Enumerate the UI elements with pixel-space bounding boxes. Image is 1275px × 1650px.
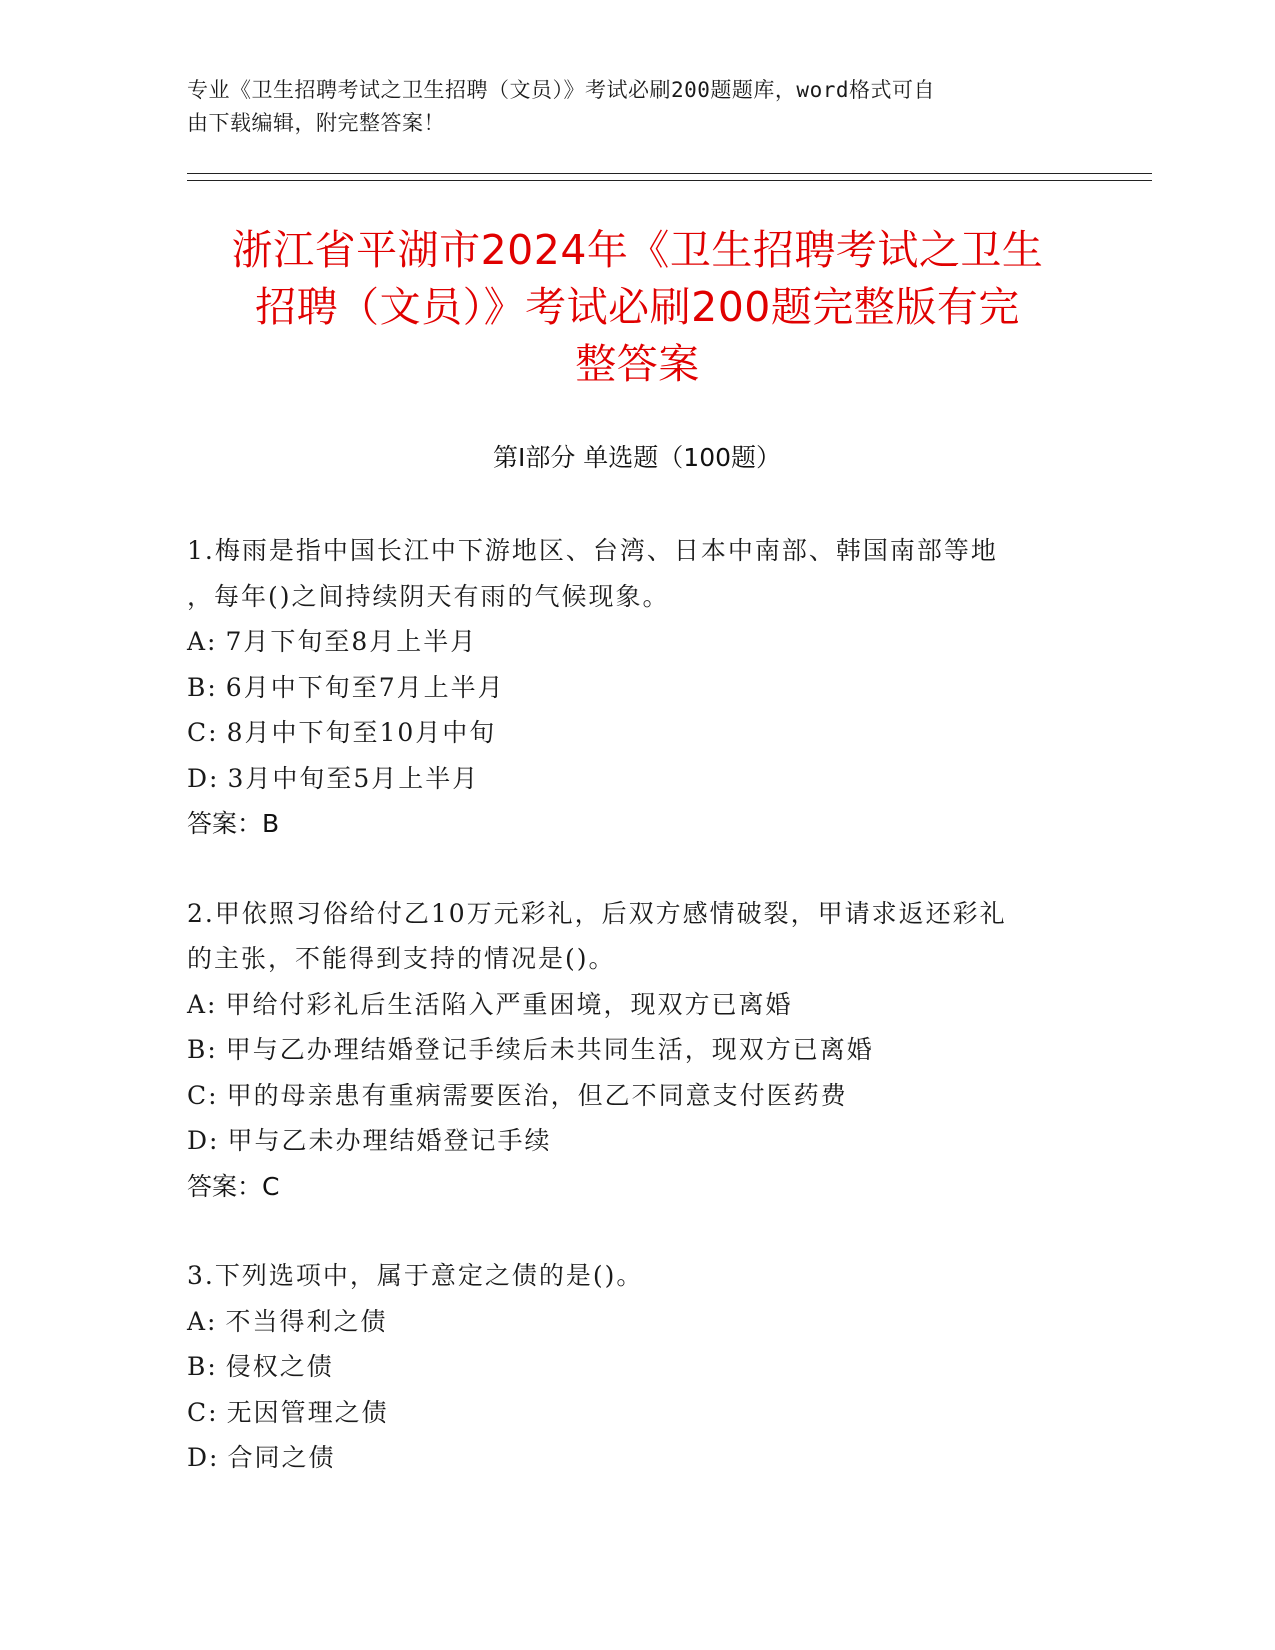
question-stem: 2.甲依照习俗给付乙10万元彩礼，后双方感情破裂，甲请求返还彩礼 [187, 898, 1007, 928]
option-text: 甲与乙办理结婚登记手续后未共同生活，现双方已离婚 [225, 1035, 874, 1064]
option-key: D: [187, 1443, 220, 1472]
option-key: B: [187, 1035, 218, 1064]
option-d [187, 1435, 1087, 1481]
option-c [187, 1390, 1087, 1436]
answer-value: B [262, 809, 280, 838]
option-a [187, 982, 1087, 1028]
document-title [170, 222, 1105, 393]
section-heading: 第Ⅰ部分 单选题（100题） [492, 443, 782, 472]
option-text: 8月中下旬至10月中旬 [226, 718, 497, 747]
option-key: B: [187, 1352, 218, 1381]
question-item [187, 1253, 1087, 1481]
header-divider [187, 173, 1152, 174]
option-text: 侵权之债 [225, 1352, 334, 1381]
option-b [187, 1027, 1087, 1073]
answer-line [187, 1164, 1087, 1210]
question-item [187, 528, 1087, 847]
answer-label: 答案： [187, 1171, 263, 1201]
option-key: C: [187, 718, 219, 747]
option-text: 甲给付彩礼后生活陷入严重困境，现双方已离婚 [225, 989, 793, 1019]
title-line: 浙江省平湖市2024年《卫生招聘考试之卫生 [231, 226, 1044, 274]
question-list [187, 528, 1087, 1525]
option-text: 甲与乙未办理结婚登记手续 [227, 1126, 552, 1155]
intro-line: 专业《卫生招聘考试之卫生招聘（文员）》考试必刷200题题库，word格式可自 [187, 78, 935, 102]
title-line: 整答案 [575, 340, 700, 388]
option-text: 7月下旬至8月上半月 [225, 627, 478, 656]
answer-value: C [262, 1171, 280, 1201]
option-c [187, 1073, 1087, 1119]
question-stem: 3.下列选项中，属于意定之债的是()。 [187, 1261, 644, 1290]
question-stem: 1.梅雨是指中国长江中下游地区、台湾、日本中南部、韩国南部等地 [187, 536, 998, 565]
option-b [187, 665, 1087, 711]
option-text: 3月中旬至5月上半月 [227, 763, 480, 793]
option-key: C: [187, 1080, 219, 1110]
option-key: C: [187, 1397, 219, 1427]
question-stem: ，每年()之间持续阴天有雨的气候现象。 [187, 581, 670, 611]
header-divider [187, 180, 1152, 181]
option-d [187, 1118, 1087, 1164]
option-a [187, 619, 1087, 665]
option-c [187, 710, 1087, 756]
answer-line [187, 801, 1087, 847]
option-d [187, 756, 1087, 802]
question-item [187, 891, 1087, 1210]
title-line: 招聘（文员）》考试必刷200题完整版有完 [255, 283, 1020, 331]
option-key: D: [187, 763, 220, 793]
option-key: A: [187, 1306, 218, 1336]
option-key: D: [187, 1126, 220, 1155]
option-text: 合同之债 [227, 1443, 336, 1472]
option-key: A: [187, 627, 218, 656]
option-a [187, 1299, 1087, 1345]
option-text: 6月中下旬至7月上半月 [225, 672, 505, 702]
option-text: 不当得利之债 [225, 1306, 388, 1336]
question-stem: 的主张，不能得到支持的情况是()。 [187, 944, 616, 973]
option-text: 无因管理之债 [226, 1397, 389, 1427]
intro-text [187, 74, 1087, 140]
option-key: A: [187, 989, 218, 1019]
answer-label: 答案： [187, 809, 263, 838]
option-b [187, 1344, 1087, 1390]
option-key: B: [187, 672, 218, 702]
option-text: 甲的母亲患有重病需要医治，但乙不同意支付医药费 [226, 1080, 848, 1110]
intro-line: 由下载编辑，附完整答案！ [187, 111, 445, 135]
